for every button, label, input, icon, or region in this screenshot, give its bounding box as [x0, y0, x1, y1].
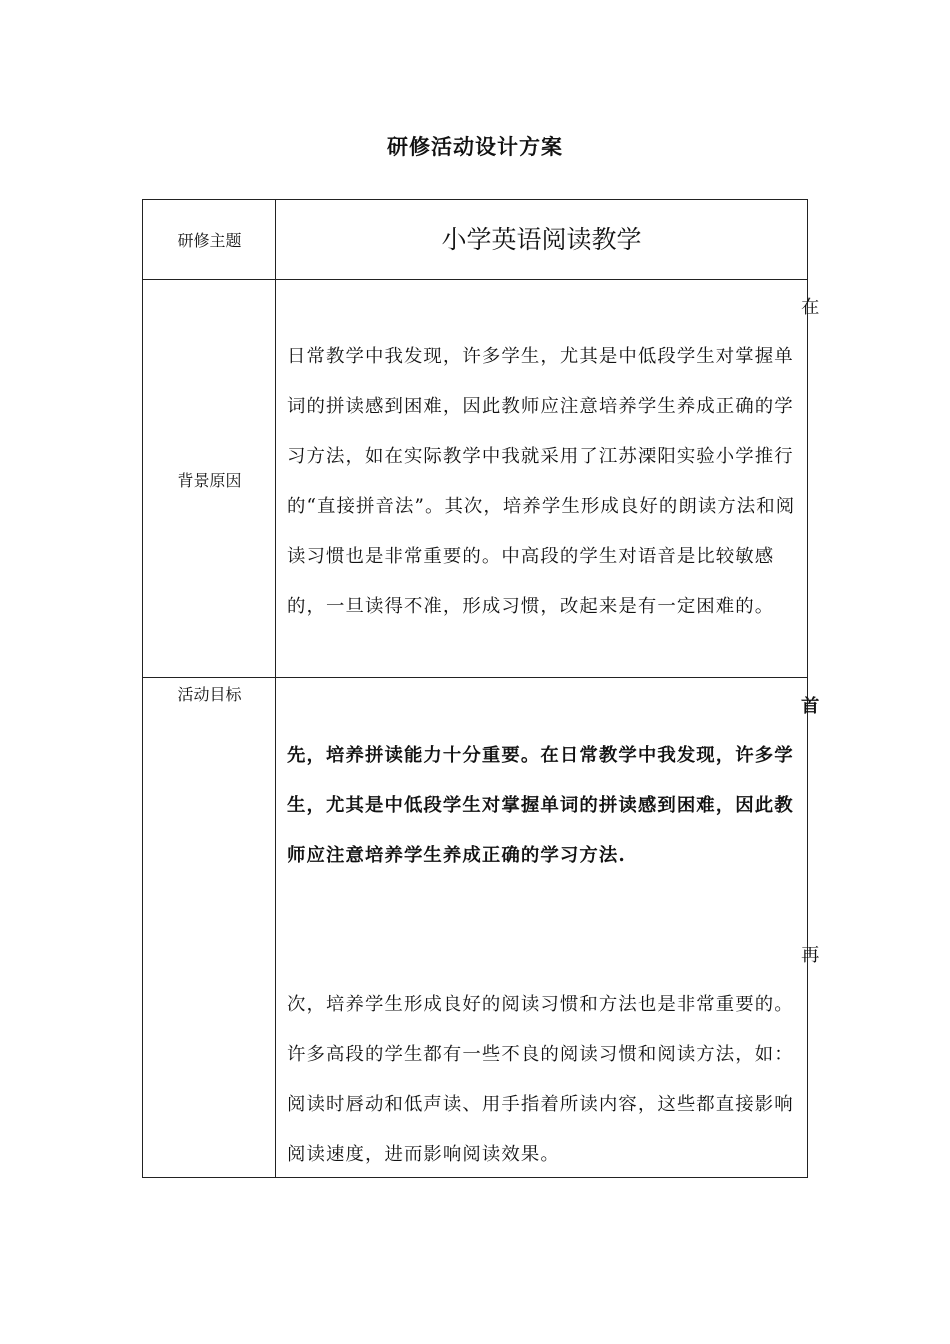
theme-value: 小学英语阅读教学	[441, 225, 642, 254]
goals-para1-text: 先，培养拼读能力十分重要。在日常教学中我发现，许多学生，尤其是中低段学生对掌握单词的拼读感到困难，因此教师应注意培养学生养成正确的学习方法.	[287, 745, 794, 866]
background-text: 日常教学中我发现，许多学生，尤其是中低段学生对掌握单词的拼读感到困难，因此教师应注意培养学生养成正确的学习方法，如在实际教学中我就采用了江苏溧阳实验小学推行的“直接拼音法”。其次，培养学生形成良好的朗读方法和阅读习惯也是非常重要的。中高段的学生对语音是比较敏感的，一旦读得不准，形成习惯，改起来是有一定困难的。	[287, 346, 796, 617]
goals-label: 活动目标	[177, 685, 242, 704]
goals-para2-text: 次，培养学生形成良好的阅读习惯和方法也是非常重要的。许多高段的学生都有一些不良的阅读习惯和阅读方法，如：阅读时唇动和低声读、用手指着所读内容，这些都直接影响阅读速度，进而影响阅读效果。	[287, 994, 794, 1165]
table-border-top	[142, 199, 808, 200]
document-title: 研修活动设计方案	[387, 134, 563, 159]
table-border-right	[807, 199, 808, 1178]
goals-para1-first-char: 首	[801, 696, 820, 717]
background-label: 背景原因	[177, 471, 242, 490]
table-border-row2	[142, 677, 808, 678]
goals-para2-first-char: 再	[801, 945, 820, 966]
background-first-char: 在	[801, 297, 820, 318]
theme-label: 研修主题	[177, 231, 242, 250]
table-border-row1	[142, 279, 808, 280]
